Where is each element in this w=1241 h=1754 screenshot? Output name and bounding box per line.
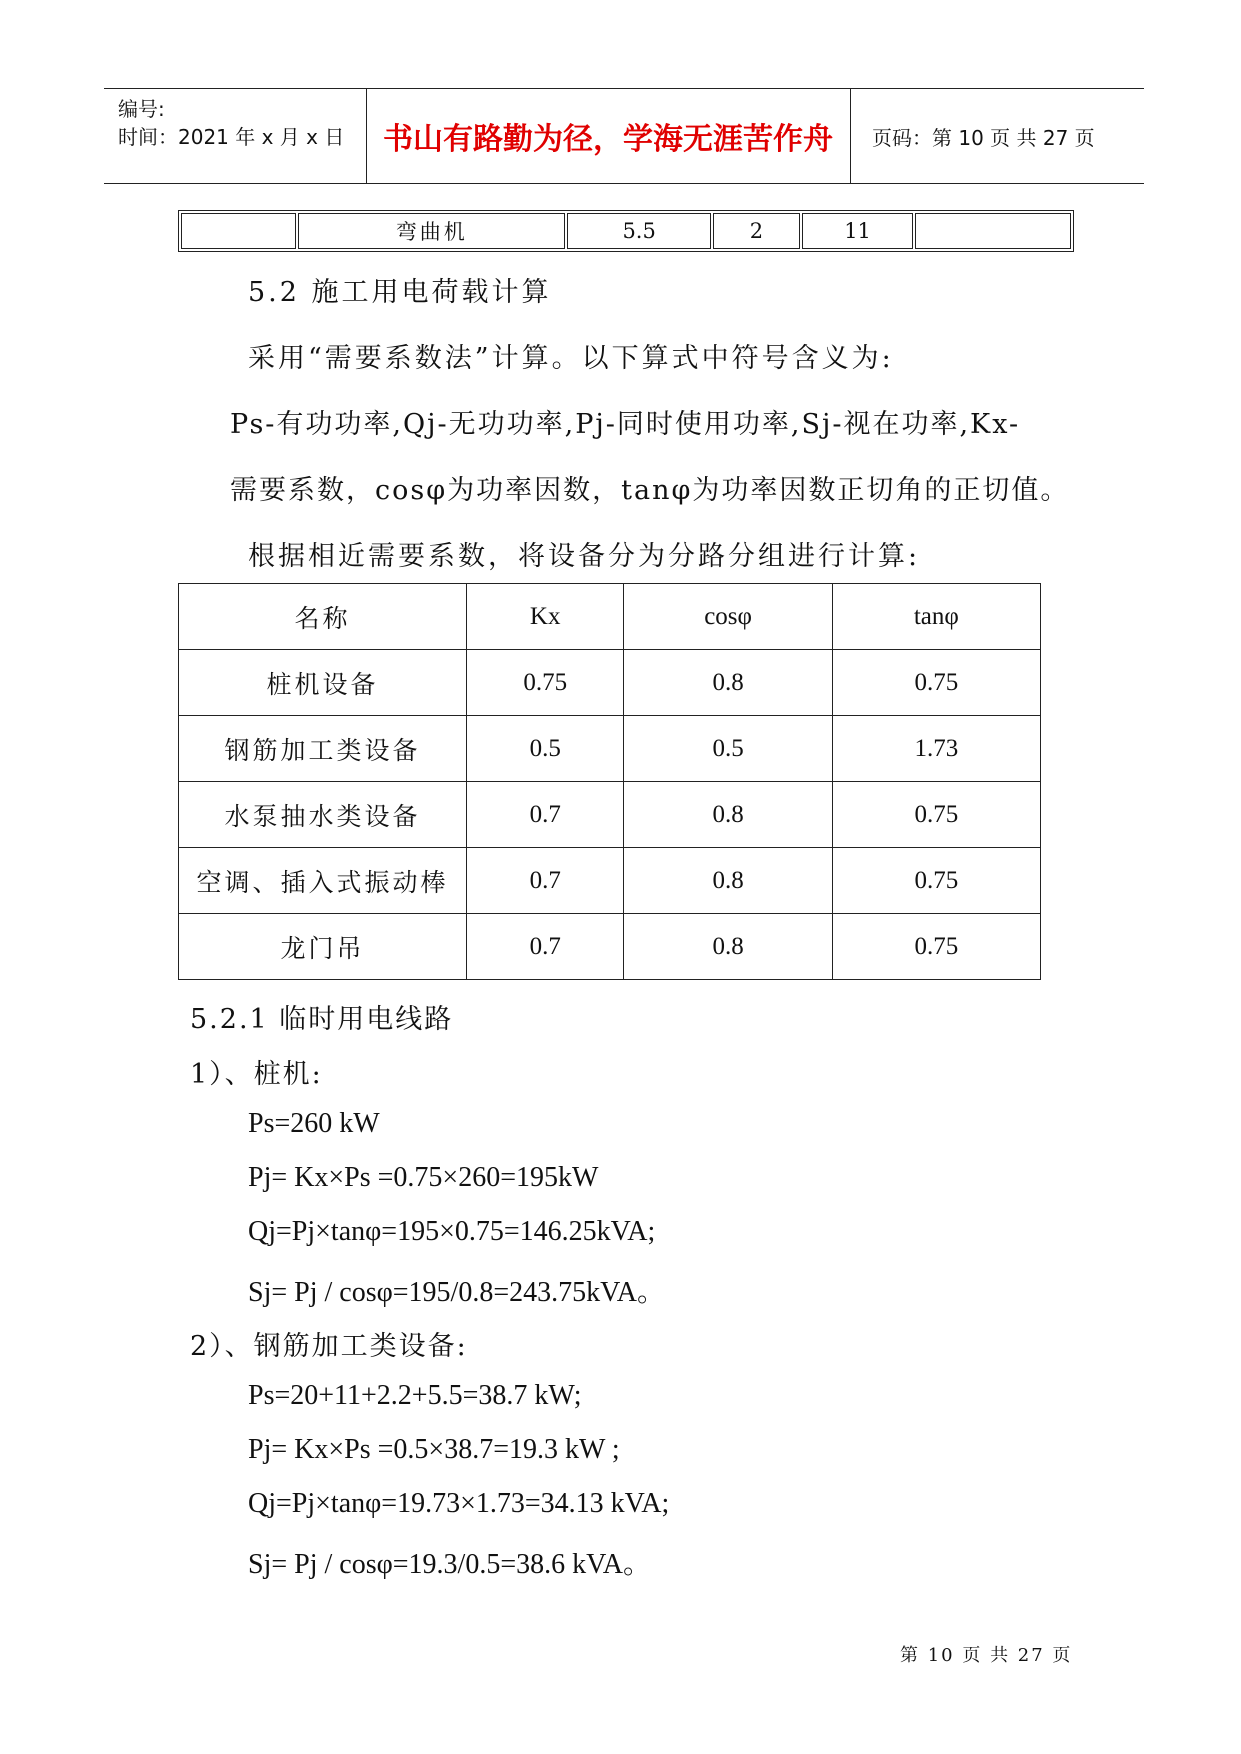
table-cell: 0.7: [466, 914, 623, 980]
paragraph: 采用“需要系数法”计算。以下算式中符号含义为:: [248, 343, 894, 374]
column-header: Kx: [466, 584, 623, 650]
section-title: 5.2 施工用电荷载计算: [248, 277, 552, 308]
coefficient-table: [178, 583, 1041, 980]
formula-line: Sj= Pj / cosφ=19.3/0.5=38.6 kVA。: [248, 1549, 651, 1580]
formula-line: Pj= Kx×Ps =0.5×38.7=19.3 kW ;: [248, 1434, 620, 1465]
header-page-label: 页码：第 10 页 共 27 页: [872, 125, 1095, 150]
table-row: [179, 914, 1041, 980]
formula-line: Sj= Pj / cosφ=195/0.8=243.75kVA。: [248, 1277, 665, 1308]
item-title: 1）、桩机:: [190, 1059, 323, 1090]
doc-number-label: 编号:: [118, 97, 165, 121]
table-cell: 0.7: [466, 782, 623, 848]
table-cell: 0.75: [466, 650, 623, 716]
table-cell: 0.8: [624, 650, 832, 716]
table-cell: 0.8: [624, 782, 832, 848]
table-cell: 0.75: [832, 848, 1040, 914]
table-cell: 0.75: [832, 914, 1040, 980]
table-header-row: [179, 584, 1041, 650]
page-footer: 第 10 页 共 27 页: [900, 1645, 1073, 1666]
table-row: [179, 782, 1041, 848]
header-motto: 书山有路勤为径，学海无涯苦作舟: [383, 122, 833, 157]
table-cell: 龙门吊: [179, 914, 467, 980]
column-header: cosφ: [624, 584, 832, 650]
table-row: [181, 213, 1071, 249]
item-title: 2）、钢筋加工类设备:: [190, 1331, 468, 1362]
table-row: [179, 716, 1041, 782]
table-row: [179, 650, 1041, 716]
table-cell: [181, 213, 296, 249]
formula-line: Qj=Pj×tanφ=195×0.75=146.25kVA;: [248, 1216, 656, 1247]
table-cell: [915, 213, 1071, 249]
table-cell: 水泵抽水类设备: [179, 782, 467, 848]
formula-line: Pj= Kx×Ps =0.75×260=195kW: [248, 1162, 599, 1193]
table-cell: 桩机设备: [179, 650, 467, 716]
header-divider: [850, 89, 851, 183]
equipment-table-tail: [178, 210, 1074, 252]
paragraph: 需要系数，cosφ为功率因数，tanφ为功率因数正切角的正切值。: [230, 475, 1070, 506]
table-cell: 0.7: [466, 848, 623, 914]
doc-time-label: 时间：2021 年 x 月 x 日: [118, 125, 345, 149]
sub-section-title: 5.2.1 临时用电线路: [190, 1004, 454, 1035]
table-cell: 2: [713, 213, 800, 249]
table-cell: 0.75: [832, 650, 1040, 716]
table-cell: 空调、插入式振动棒: [179, 848, 467, 914]
paragraph: 根据相近需要系数，将设备分为分路分组进行计算:: [248, 541, 921, 572]
table-cell: 弯曲机: [298, 213, 565, 249]
column-header: tanφ: [832, 584, 1040, 650]
paragraph: Ps-有功功率,Qj-无功功率,Pj-同时使用功率,Sj-视在功率,Kx-: [230, 409, 1021, 440]
formula-line: Ps=20+11+2.2+5.5=38.7 kW;: [248, 1380, 582, 1411]
page-header: [104, 88, 1144, 184]
table-cell: 5.5: [567, 213, 711, 249]
table-cell: 0.5: [466, 716, 623, 782]
table-cell: 1.73: [832, 716, 1040, 782]
column-header: 名称: [179, 584, 467, 650]
table-row: [179, 848, 1041, 914]
formula-line: Ps=260 kW: [248, 1108, 380, 1139]
header-meta: [118, 95, 344, 151]
table-cell: 钢筋加工类设备: [179, 716, 467, 782]
table-cell: 0.5: [624, 716, 832, 782]
table-cell: 0.8: [624, 848, 832, 914]
table-cell: 11: [802, 213, 913, 249]
formula-line: Qj=Pj×tanφ=19.73×1.73=34.13 kVA;: [248, 1488, 670, 1519]
table-cell: 0.8: [624, 914, 832, 980]
table-cell: 0.75: [832, 782, 1040, 848]
